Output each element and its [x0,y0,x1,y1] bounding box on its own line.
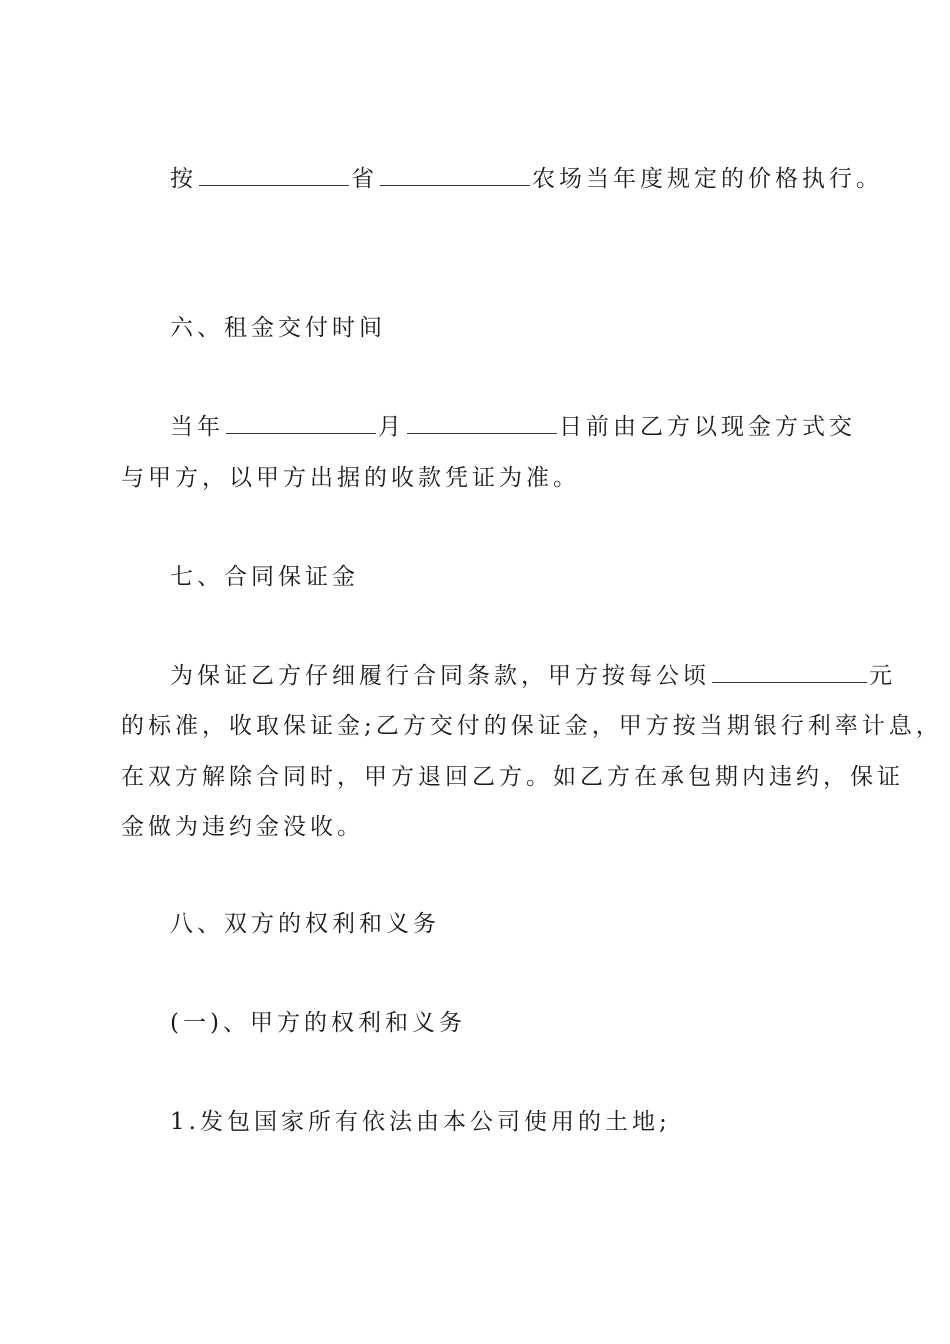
paragraph-payment-line-2: 与甲方，以甲方出据的收款凭证为准。 [121,465,580,491]
paragraph-deposit-line-4: 金做为违约金没收。 [121,814,364,840]
text-yue: 月 [378,414,405,440]
paragraph-deposit-line-1 [0,660,950,691]
blank-field-day[interactable] [407,411,557,434]
text-sheng: 省 [351,166,378,192]
paragraph-deposit-line-2: 的标准，收取保证金;乙方交付的保证金，甲方按当期银行利率计息， [121,713,943,739]
text-yuan: 元 [869,663,896,689]
subsection-heading-8-1: (一)、甲方的权利和义务 [170,1010,466,1036]
blank-field-farm[interactable] [380,163,530,186]
section-heading-6: 六、租金交付时间 [170,315,386,341]
blank-field-month[interactable] [226,411,376,434]
blank-field-amount[interactable] [712,660,867,683]
list-item-1: 1.发包国家所有依法由本公司使用的土地; [170,1109,671,1135]
text-payment-method: 日前由乙方以现金方式交 [559,414,856,440]
blank-field-province[interactable] [199,163,349,186]
paragraph-payment-line-1 [0,411,950,442]
text-price-rule: 农场当年度规定的价格执行。 [532,166,883,192]
section-heading-7: 七、合同保证金 [170,564,359,590]
text-deposit-intro: 为保证乙方仔细履行合同条款，甲方按每公顷 [170,663,710,689]
paragraph-price-line [0,163,950,194]
text-dangnian: 当年 [170,414,224,440]
paragraph-deposit-line-3: 在双方解除合同时，甲方退回乙方。如乙方在承包期内违约，保证 [121,764,904,790]
section-heading-8: 八、双方的权利和义务 [170,911,440,937]
text-an: 按 [170,166,197,192]
